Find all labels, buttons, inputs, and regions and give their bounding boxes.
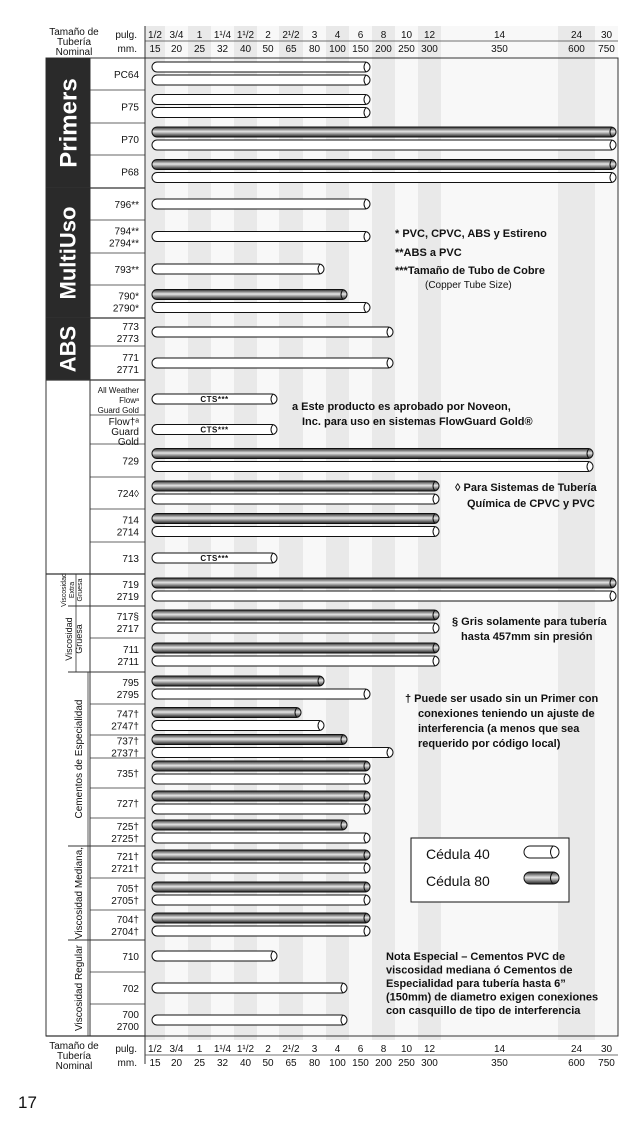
bar-sch40 <box>152 833 370 843</box>
bottom-mm-tick: 15 <box>149 1058 161 1069</box>
row-label: 2721† <box>111 864 139 875</box>
bottom-inch-tick: 30 <box>600 1044 613 1055</box>
row-label: Flow†ᵃ <box>108 417 139 428</box>
row-label: 2725† <box>111 834 139 845</box>
row-label: 796** <box>114 200 139 211</box>
top-inch-tick: 4 <box>334 30 341 41</box>
bottom-mm-tick: 65 <box>285 1058 297 1069</box>
bar-sch40 <box>152 232 370 242</box>
row-label: 700 <box>122 1010 139 1021</box>
row-label: Gold <box>117 437 139 448</box>
bar-sch80 <box>152 514 439 524</box>
note-chemical: Química de CPVC y PVC <box>467 498 595 510</box>
cts-bar-label: CTS*** <box>200 395 229 404</box>
top-inch-tick: 10 <box>400 30 413 41</box>
row-label: P75 <box>121 102 139 114</box>
top-mm-tick: 100 <box>329 44 346 55</box>
bottom-inch-tick: 1/2 <box>148 1044 162 1055</box>
row-label: 717§ <box>116 612 139 623</box>
bar-sch40 <box>152 108 370 118</box>
note-flowguard: Inc. para uso en sistemas FlowGuard Gold® <box>302 416 533 428</box>
bar-sch40 <box>152 863 370 873</box>
bottom-inch-tick: 3/4 <box>169 1044 184 1055</box>
bottom-axis-unit-inch: pulg. <box>115 1044 137 1055</box>
bottom-inch-tick: 24 <box>570 1044 583 1055</box>
bottom-inch-tick: 1¹/2 <box>236 1044 255 1055</box>
top-mm-tick: 250 <box>398 44 415 55</box>
note-dagger: conexiones teniendo un ajuste de <box>418 708 595 720</box>
bottom-mm-tick: 25 <box>193 1058 206 1069</box>
row-label: 735† <box>116 769 139 780</box>
bar-sch80 <box>152 610 439 620</box>
bar-sch80 <box>152 791 370 801</box>
row-label: 2795 <box>116 690 139 701</box>
row-label: 2790* <box>112 303 139 315</box>
bar-sch40 <box>152 623 439 633</box>
note-special: Especialidad para tubería hasta 6” <box>386 978 566 990</box>
top-inch-tick: 6 <box>357 30 364 41</box>
bar-sch40 <box>152 983 347 993</box>
bar-sch40 <box>152 748 393 758</box>
bottom-inch-tick: 2¹/2 <box>282 1044 300 1055</box>
row-label: 2737† <box>111 748 139 760</box>
row-label: 711 <box>123 645 139 656</box>
bottom-mm-tick: 32 <box>216 1058 229 1069</box>
bar-sch40 <box>152 95 370 105</box>
top-mm-tick: 32 <box>216 44 229 55</box>
bar-sch40 <box>152 494 439 504</box>
top-mm-tick: 15 <box>149 44 161 55</box>
note-star-sub: (Copper Tube Size) <box>425 280 512 291</box>
bar-sch80 <box>152 761 370 771</box>
note-special: con casquillo de tipo de interferencia <box>386 1005 581 1017</box>
note-gray: § Gris solamente para tubería <box>452 616 607 628</box>
row-label: 719 <box>122 580 139 591</box>
row-label: 737† <box>116 736 139 748</box>
bar-sch40 <box>152 689 370 699</box>
top-mm-tick: 20 <box>170 44 183 55</box>
bottom-axis-caption: Tamaño de <box>49 1041 99 1052</box>
pvc-subgroup-label: Viscosidad <box>61 573 68 607</box>
bar-sch40 <box>152 951 277 961</box>
bottom-inch-tick: 14 <box>493 1044 506 1055</box>
section-label-pvc: PVC <box>47 775 75 825</box>
top-mm-tick: 65 <box>285 44 297 55</box>
top-mm-tick: 600 <box>568 44 585 55</box>
legend <box>411 838 569 902</box>
row-label: 793** <box>114 265 139 276</box>
row-label: All Weather <box>97 386 139 395</box>
row-label: 2704† <box>111 927 139 938</box>
bottom-inch-tick: 12 <box>423 1044 436 1055</box>
bar-sch40 <box>152 62 370 72</box>
bar-sch80 <box>152 643 439 653</box>
bar-sch40 <box>152 895 370 905</box>
note-flowguard: a Este producto es aprobado por Noveon, <box>292 401 511 413</box>
bottom-inch-tick: 2 <box>265 1044 271 1055</box>
row-label: 729 <box>122 456 139 468</box>
bar-sch40 <box>152 327 393 337</box>
bar-sch40 <box>152 721 324 731</box>
bottom-mm-tick: 200 <box>375 1058 392 1069</box>
top-inch-tick: 8 <box>380 30 387 41</box>
note-star: ***Tamaño de Tubo de Cobre <box>395 265 545 277</box>
legend-sch40-label: Cédula 40 <box>426 846 490 862</box>
bar-sch80 <box>152 708 301 718</box>
top-axis-caption: Tamaño de <box>49 27 99 38</box>
pvc-subgroup-label: Gruesa <box>74 624 84 654</box>
top-inch-tick: 1¹/4 <box>213 30 232 41</box>
cts-bar-label: CTS*** <box>200 425 229 435</box>
bar-sch40 <box>152 173 616 183</box>
note-special: viscosidad mediana ó Cementos de <box>386 964 573 977</box>
bar-sch40 <box>152 1015 347 1025</box>
top-inch-tick: 3/4 <box>169 30 184 41</box>
note-star: **ABS a PVC <box>395 247 462 259</box>
row-label: 710 <box>122 952 139 963</box>
section-label-multiuso: MultiUso <box>55 206 81 300</box>
row-label: 2711 <box>117 657 139 668</box>
bar-sch80 <box>152 290 347 300</box>
bar-sch40 <box>152 462 593 472</box>
note-dagger: interferencia (a menos que sea <box>418 723 580 735</box>
bottom-inch-tick: 1 <box>196 1044 203 1055</box>
row-label: 705† <box>116 884 139 895</box>
pvc-subgroup-label: Viscosidad Regular <box>74 945 85 1031</box>
bottom-mm-tick: 350 <box>491 1058 508 1069</box>
legend-sch80-swatch <box>524 872 559 884</box>
pvc-subgroup-label: Extra <box>69 581 76 599</box>
bottom-mm-tick: 250 <box>398 1058 415 1069</box>
top-inch-tick: 1/2 <box>148 30 162 41</box>
row-label: 2771 <box>116 365 139 376</box>
bottom-inch-tick: 10 <box>400 1044 413 1055</box>
top-mm-tick: 80 <box>308 44 321 55</box>
bottom-inch-tick: 1¹/4 <box>213 1044 232 1055</box>
row-label: PC64 <box>113 70 139 81</box>
bar-sch80 <box>152 676 324 686</box>
row-label: 725† <box>116 822 139 833</box>
top-mm-tick: 150 <box>352 44 369 55</box>
bar-sch40 <box>152 303 370 313</box>
bar-sch80 <box>152 850 370 860</box>
bar-sch40 <box>152 358 393 368</box>
bar-sch40 <box>152 591 616 601</box>
bottom-mm-tick: 50 <box>262 1058 274 1069</box>
page-number: 17 <box>18 1093 37 1112</box>
top-mm-tick: 300 <box>421 44 438 55</box>
section-label-abs: ABS <box>55 325 81 373</box>
pvc-subgroup-label: Cementos de Especialidad <box>74 699 85 819</box>
top-inch-tick: 24 <box>570 30 583 41</box>
row-label: 721† <box>116 852 139 863</box>
top-inch-tick: 30 <box>600 30 613 41</box>
row-label: 704† <box>116 915 139 926</box>
note-star: * PVC, CPVC, ABS y Estireno <box>395 228 547 240</box>
top-inch-tick: 12 <box>423 30 436 41</box>
bar-sch80 <box>152 160 616 170</box>
row-label: Guard Gold <box>97 406 139 415</box>
bar-sch80 <box>152 449 593 459</box>
bottom-mm-tick: 750 <box>598 1058 615 1069</box>
note-special: (150mm) de diametro exigen conexiones <box>386 991 599 1004</box>
top-axis-unit-mm: mm. <box>117 44 137 55</box>
top-mm-tick: 40 <box>239 44 252 55</box>
note-gray: hasta 457mm sin presión <box>461 631 593 643</box>
top-inch-tick: 1 <box>196 30 203 41</box>
bottom-inch-tick: 6 <box>357 1044 364 1055</box>
top-inch-tick: 2¹/2 <box>282 30 300 41</box>
top-inch-tick: 2 <box>265 30 271 41</box>
bar-sch80 <box>152 820 347 830</box>
row-label: 2705† <box>111 896 139 907</box>
bottom-mm-tick: 300 <box>421 1058 438 1069</box>
top-mm-tick: 25 <box>193 44 206 55</box>
bar-sch40 <box>152 774 370 784</box>
bar-sch80 <box>152 735 347 745</box>
bar-sch80 <box>152 127 616 137</box>
row-label: 747† <box>116 709 139 721</box>
row-label: 2794** <box>108 238 139 250</box>
row-label: 771 <box>122 353 139 364</box>
bar-sch40 <box>152 656 439 666</box>
row-label: 2717 <box>116 624 139 635</box>
row-label: P68 <box>121 167 139 179</box>
row-label: 794** <box>114 226 139 238</box>
bar-sch80 <box>152 481 439 491</box>
bar-sch40 <box>152 527 439 537</box>
product-rows <box>98 70 140 1033</box>
legend-sch80-label: Cédula 80 <box>426 873 490 889</box>
bar-sch40 <box>152 199 370 209</box>
note-dagger: requerido por código local) <box>418 738 561 750</box>
row-label: 727† <box>116 799 139 810</box>
bottom-inch-tick: 4 <box>334 1044 341 1055</box>
bar-sch40 <box>152 926 370 936</box>
top-mm-tick: 200 <box>375 44 392 55</box>
bar-sch80 <box>152 578 616 588</box>
bottom-mm-tick: 20 <box>170 1058 183 1069</box>
legend-sch40-swatch <box>524 846 559 858</box>
row-label: P70 <box>121 135 139 146</box>
top-axis-caption: Tubería <box>56 37 92 48</box>
top-inch-tick: 14 <box>493 30 506 41</box>
cts-bar-label: CTS*** <box>200 554 229 563</box>
bar-sch40 <box>152 804 370 814</box>
note-chemical: ◊ Para Sistemas de Tubería <box>455 482 597 494</box>
bottom-mm-tick: 100 <box>329 1058 346 1069</box>
pvc-subgroup-label: Viscosidad Mediana, <box>74 846 85 940</box>
bottom-inch-tick: 3 <box>311 1044 318 1055</box>
row-label: 702 <box>122 984 139 995</box>
note-dagger: † Puede ser usado sin un Primer con <box>405 693 599 705</box>
row-label: 2700 <box>116 1022 139 1033</box>
top-mm-tick: 50 <box>262 44 274 55</box>
bottom-mm-tick: 80 <box>308 1058 321 1069</box>
section-label-cpvc: CPVC <box>55 443 83 511</box>
row-label: 790* <box>118 291 139 303</box>
row-label: 2714 <box>116 527 139 539</box>
row-label: 714 <box>122 515 139 527</box>
row-label: 773 <box>122 322 139 333</box>
bar-sch40 <box>152 264 324 274</box>
bottom-mm-tick: 150 <box>352 1058 369 1069</box>
section-label-primers: Primers <box>55 78 83 168</box>
bottom-mm-tick: 600 <box>568 1058 585 1069</box>
bar-sch80 <box>152 882 370 892</box>
row-label: Flowᵃ <box>119 396 139 405</box>
note-special: Nota Especial – Cementos PVC de <box>386 951 566 963</box>
top-mm-tick: 750 <box>598 44 615 55</box>
bottom-axis-unit-mm: mm. <box>117 1058 137 1069</box>
top-axis-caption: Nominal <box>55 47 93 58</box>
row-label: 2747† <box>111 721 139 733</box>
bottom-mm-tick: 40 <box>239 1058 252 1069</box>
bar-sch40 <box>152 75 370 85</box>
row-label: 713 <box>122 554 139 565</box>
bar-sch80 <box>152 913 370 923</box>
row-label: 724◊ <box>117 489 139 500</box>
top-mm-tick: 350 <box>491 44 508 55</box>
bottom-axis-caption: Nominal <box>55 1061 93 1072</box>
row-label: 2719 <box>116 592 139 603</box>
top-inch-tick: 3 <box>311 30 318 41</box>
bottom-inch-tick: 8 <box>380 1044 387 1055</box>
bar-sch40 <box>152 140 616 150</box>
row-label: Guard <box>111 427 139 438</box>
top-axis-unit-inch: pulg. <box>115 30 137 41</box>
bottom-axis-caption: Tubería <box>56 1051 92 1062</box>
row-label: 2773 <box>116 334 139 345</box>
pvc-subgroup-label: Gruesa <box>77 578 84 602</box>
pvc-subgroup-label: Viscosidad <box>64 617 74 661</box>
top-inch-tick: 1¹/2 <box>236 30 255 41</box>
row-label: 795 <box>122 678 139 689</box>
